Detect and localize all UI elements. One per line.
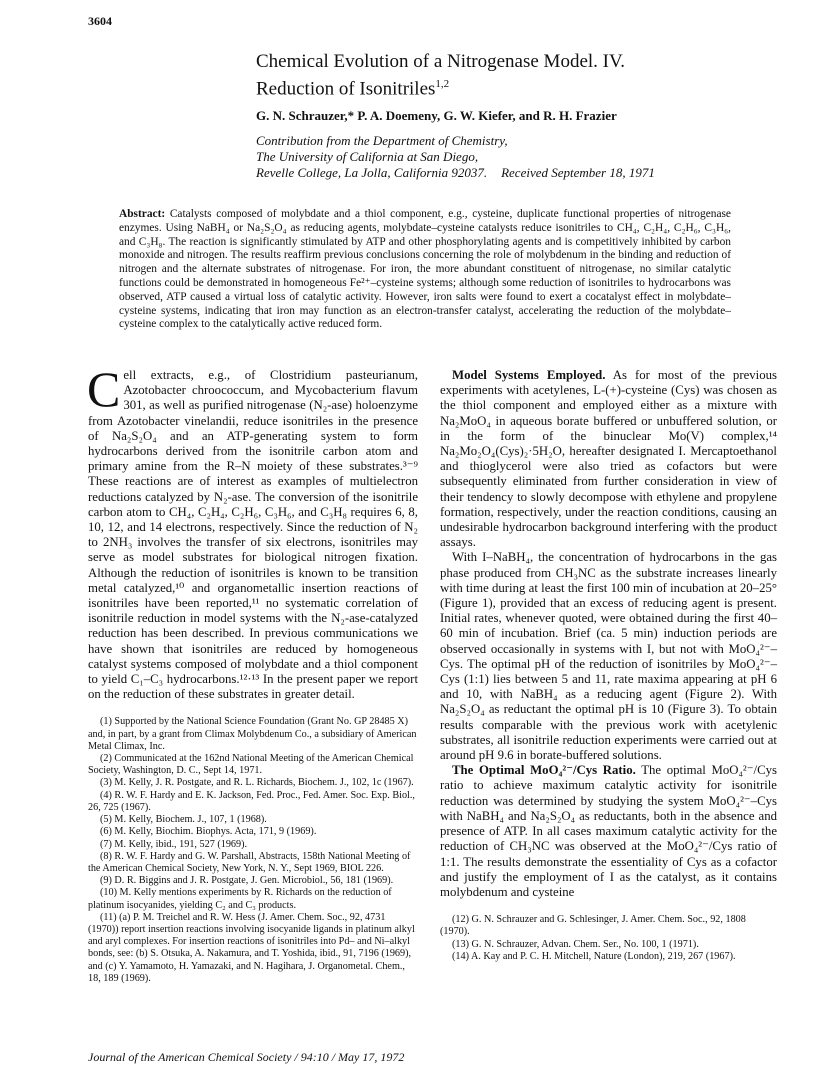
footnote: (9) D. R. Biggins and J. R. Postgate, J. Gen. Microbiol., 56, 181 (1969). <box>100 875 394 887</box>
right-column <box>440 368 777 963</box>
footnote: (6) M. Kelly, Biochim. Biophys. Acta, 171, 9 (1969). <box>100 826 317 838</box>
affiliation-line-3 <box>256 165 776 181</box>
footnote: (5) M. Kelly, Biochem. J., 107, 1 (1968). <box>100 814 267 826</box>
journal-footer: Journal of the American Chemical Society / 94:10 / May 17, 1972 <box>88 1050 405 1064</box>
section-heading: Model Systems Employed. <box>452 368 606 382</box>
footnote: (8) R. W. F. Hardy and G. W. Parshall, Abstracts, 158th National Meeting of the American Chemical Society, New York, N. Y., Sept 1969, BIOL 226. <box>88 850 411 874</box>
footnote: (1) Supported by the National Science Foundation (Grant No. GP 28485 X) and, in part, by a grant from Climax Molybdenum Co., a subsidiary of American Metal Climax, Inc. <box>88 716 417 752</box>
optimal-ratio-paragraph <box>440 763 777 900</box>
abstract-text: Catalysts composed of molybdate and a thiol component, e.g., cysteine, duplicate functional properties of nitrogenase enzymes. Using NaBH₄ or Na₂S₂O₄ as reducing agents, molybdate–cysteine catalysts reduce isonitriles to CH₄, C₂H₄, C₂H₆, C₃H₆, and C₃H₈. The reaction is significantly stimulated by ATP and other phosphorylating agents and is competitively inhibited by carbon monoxide and nitrogen. The results reaffirm previous conclusions concerning the role of molybdenum in the binding and reduction of nitrogen and the alternate substrates of nitrogenase. For iron, the more abundant constituent of nitrogenase, no similar catalytic functions could be demonstrated in homogeneous Fe²⁺–cysteine systems; although some reduction of isonitriles to hydrocarbons was observed, ATP caused a virtual loss of catalytic activity. However, iron salts were found to exert a cocatalyst effect in molybdate–cysteine systems, indicating that iron may function as an electron-transfer catalyst, accelerating the reduction of the molybdate–cysteine complex to the catalytically active reduced form. <box>119 208 731 331</box>
author-list: G. N. Schrauzer,* P. A. Doemeny, G. W. Kiefer, and R. H. Frazier <box>256 108 617 123</box>
affiliation-address: Revelle College, La Jolla, California 92037. <box>256 165 488 180</box>
affiliation-line-1: Contribution from the Department of Chemistry, <box>256 133 508 148</box>
footnote: (11) (a) P. M. Treichel and R. W. Hess (J. Amer. Chem. Soc., 92, 4731 (1970)) report insertion reactions involving isocyanide ligands in platinum alkyl and aryl complexes. For insertion reactions of isonitriles into Pd– and Ni–alkyl bonds, see: (b) S. Otsuka, A. Nakamura, and T. Yoshida, ibid., 91, 7196 (1969), and (c) Y. Yamamoto, H. Yamazaki, and N. Hagihara, J. Organometal. Chem., 18, 189 (1969). <box>88 911 415 984</box>
footnote: (4) R. W. F. Hardy and E. K. Jackson, Fed. Proc., Fed. Amer. Soc. Exp. Biol., 26, 725 (1967). <box>88 789 415 813</box>
footnote: (2) Communicated at the 162nd National Meeting of the American Chemical Society, Washington, D. C., Sept 14, 1971. <box>88 753 414 777</box>
footnote: (13) G. N. Schrauzer, Advan. Chem. Ser., No. 100, 1 (1971). <box>452 938 699 950</box>
footnote: (7) M. Kelly, ibid., 191, 527 (1969). <box>100 838 248 850</box>
affiliation-line-2: The University of California at San Diego, <box>256 149 479 164</box>
left-column <box>87 361 418 985</box>
footnotes-right <box>440 914 777 963</box>
title-line-1: Chemical Evolution of a Nitrogenase Model. IV. <box>256 51 626 72</box>
footnote: (14) A. Kay and P. C. H. Mitchell, Nature (London), 219, 267 (1967). <box>452 950 736 962</box>
paragraph-text: As for most of the previous experiments with acetylenes, L-(+)-cysteine (Cys) was chosen as the thiol component and employed either as a mixture with Na₂MoO₄ in aqueous borate buffered or unbuffered solution, or in the form of the binuclear Mo(V) complex,¹⁴ Na₂Mo₂O₄(Cys)₂·5H₂O, hereafter designated I. Mercaptoethanol and thioglycerol were also tried as cofactors but were subsequently eliminated from further consideration in view of their tendency to slowly decompose with ethylene and propylene formation, respectively, under the reaction conditions, causing an undesirable hydrocarbon background interfering with the product assays. <box>440 368 778 550</box>
title-line-2: Reduction of Isonitriles <box>256 78 436 100</box>
intro-text: ell extracts, e.g., of Clostridium pasteurianum, Azotobacter chroococcum, and Mycobacterium flavum 301, as well as purified nitrogenase (N₂-ase) holoenzyme from Azotobacter vinelandii, reduce isonitriles in the presence of Na₂S₂O₄ and an ATP-generating system to form hydrocarbons derived from the isonitrile carbon atom and primary amine from the R–N moiety of these substrates.³⁻⁹ These reactions are of interest as examples of multielectron reductions catalyzed by N₂-ase. The conversion of the isonitrile carbon atom to CH₄, C₂H₄, C₂H₆, C₃H₆, and C₃H₈ requires 6, 8, 10, 12, and 14 electrons, respectively. Since the reduction of N₂ to 2NH₃ involves the transfer of six electrons, isonitriles may serve as model substrates for biological nitrogen fixation. Although the reduction of isonitriles is known to be transition metal catalyzed,¹⁰ and organometallic insertion reactions of isonitriles have been reported,¹¹ no systematic correlation of isonitrile reduction in model systems with the N₂-ase-catalyzed reduction has been described. In previous communications we have shown that isonitriles are reduced by homogeneous catalyst systems composed of molybdate and a thiol component to yield C₁–C₃ hydrocarbons.¹²·¹³ In the present paper we report on the reduction of these substrates in greater detail. <box>88 368 418 702</box>
abstract <box>119 208 731 332</box>
footnotes-left <box>88 716 418 984</box>
title-footnote-marks: 1,2 <box>435 78 450 90</box>
received-date: Received September 18, 1971 <box>501 165 655 180</box>
paragraph: With I–NaBH₄, the concentration of hydrocarbons in the gas phase produced from CH₃NC as the substrate increases linearly with time during at least the first 100 min of incubation at 20–25° (Figure 1), provided that an excess of reducing agent is present. Initial rates, whenever quoted, were obtained during the first 40–60 min of incubation. Brief (ca. 5 min) induction periods are observed occasionally in systems with I, but not with MoO₄²⁻–Cys. The optimal pH of the reduction of isonitriles by MoO₄²⁻–Cys (1:1) lies between 5 and 11, rate maxima appearing at pH 6 and 10, with NaBH₄ as a reducing agent (Figure 2). With Na₂S₂O₄ as reductant the optimal pH is 10 (Figure 3). To obtain results comparable with the previous work with acetylenic substrates, all isonitrile reduction experiments were carried out at around pH 9.6 in borate-buffered solutions. <box>440 550 777 763</box>
footnote: (10) M. Kelly mentions experiments by R. Richards on the reduction of platinum isocyanides, yielding C₂ and C₃ products. <box>88 887 392 911</box>
model-systems-paragraph <box>440 368 777 550</box>
intro-paragraph <box>87 361 418 702</box>
affiliation <box>256 133 776 181</box>
section-heading: The Optimal MoO₄²⁻/Cys Ratio. <box>452 763 636 778</box>
footnote: (12) G. N. Schrauzer and G. Schlesinger, J. Amer. Chem. Soc., 92, 1808 (1970). <box>440 914 746 938</box>
paragraph-text: The optimal MoO₄²⁻/Cys ratio to achieve maximum catalytic activity for isonitrile reduction was determined by studying the system MoO₄²⁻–Cys with NaBH₄ and Na₂S₂O₄ as reductants, both in the absence and presence of ATP. In all cases maximum catalytic activity for the reduction of CH₃NC was observed at the MoO₄²⁻/Cys ratio of 1:1. The results demonstrate the essentiality of Cys as a cofactor and justify the employment of I as the catalyst, as it contains molybdenum and cysteine <box>440 763 777 899</box>
abstract-label: Abstract: <box>119 208 166 220</box>
footnote: (3) M. Kelly, J. R. Postgate, and R. L. Richards, Biochem. J., 102, 1c (1967). <box>100 777 414 789</box>
article-title <box>256 50 625 100</box>
page-number: 3604 <box>88 14 112 28</box>
drop-cap: C <box>87 361 121 417</box>
